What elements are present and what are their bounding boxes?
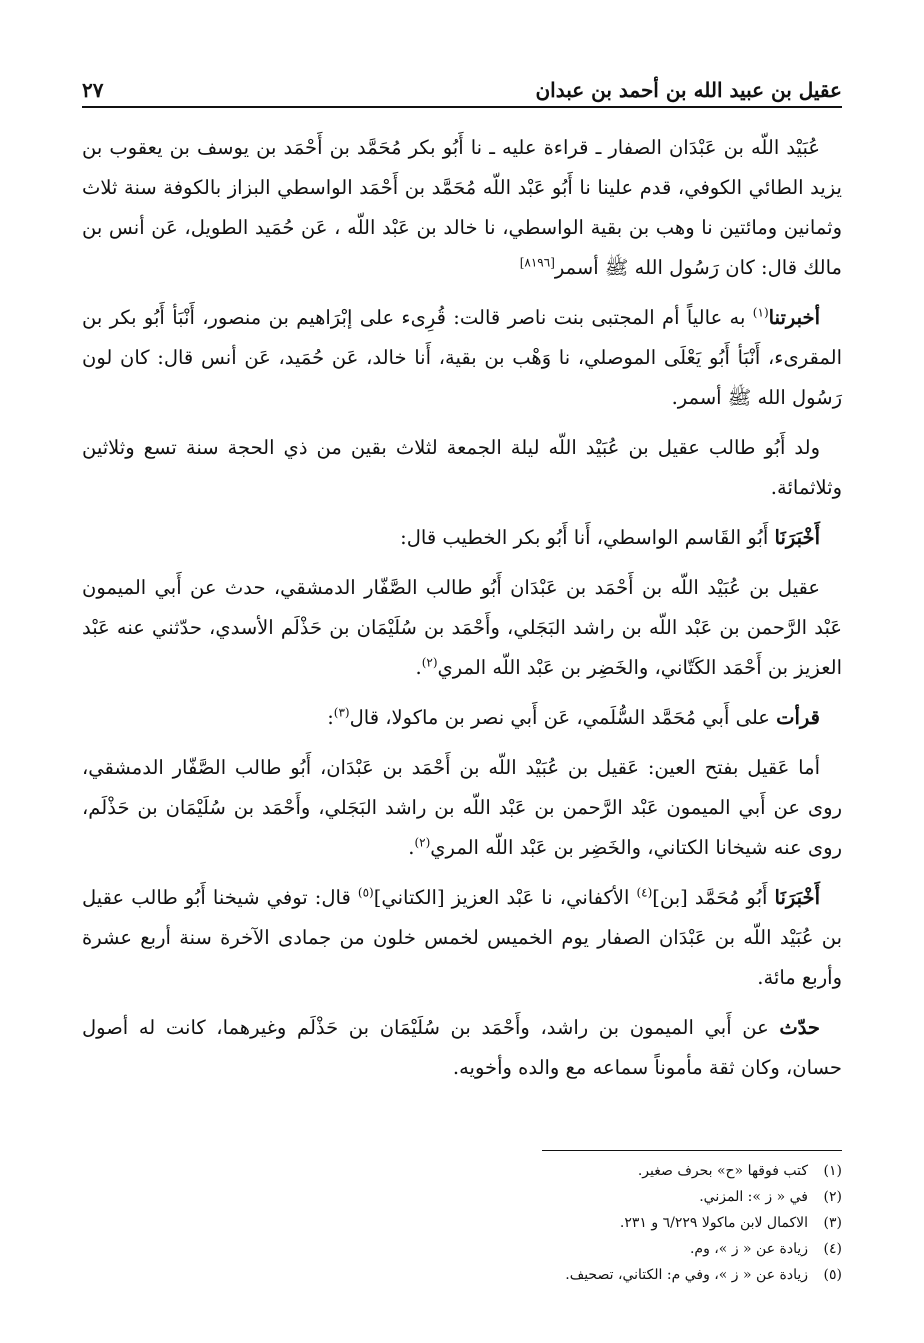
paragraph-lead: قرأت (776, 706, 820, 729)
footnote-mark: (٤) (636, 885, 653, 900)
footnote-text: كتب فوقها «ح» بحرف صغير. (637, 1163, 808, 1179)
page-number: ٢٧ (82, 78, 104, 102)
footnote-mark: (١) (752, 305, 769, 320)
paragraph-6 (82, 698, 842, 738)
footnote-mark: (٥) (357, 885, 374, 900)
footnote-mark: (٣) (333, 705, 350, 720)
footnote-text: زيادة عن « ز »، وفي م: الكتاني، تصحيف. (565, 1267, 808, 1283)
paragraph-7 (82, 748, 842, 868)
paragraph-text: أَبُو القَاسم الواسطي، أَنا أَبُو بكر الخطيب قال: (400, 526, 775, 549)
paragraph-5 (82, 568, 842, 688)
paragraph-9 (82, 1008, 842, 1088)
paragraph-lead: أَخْبَرَنَا (774, 886, 821, 909)
paragraph-1 (82, 128, 842, 288)
paragraph-2 (82, 298, 842, 418)
page-header (82, 58, 842, 108)
footnote-text: زيادة عن « ز »، وم. (689, 1241, 808, 1257)
paragraph-text: عُبَيْد اللّه بن عَبْدَان الصفار ـ قراءة عليه ـ نا أَبُو بكر مُحَمَّد بن أَحْمَد بن يوسف بن يعقوب بن يزيد الطائي الكوفي، قدم علينا نا أَبُو عَبْد اللّه مُحَمَّد بن أَحْمَد الواسطي البزاز بالكوفة سنة ثلاث وثمانين ومائتين نا وهب بن بقية الواسطي، نا خالد بن عَبْد اللّه ، عَن حُمَيد الطويل، عَن أنس بن مالك قال: كان رَسُول الله ﷺ أسمر (82, 136, 842, 279)
footnote-number: (٥) (823, 1267, 842, 1283)
paragraph-tail: : (327, 706, 334, 729)
footnotes (82, 1150, 842, 1289)
footnote-item (82, 1263, 842, 1287)
footnote-item (82, 1185, 842, 1209)
footnote-number: (٢) (823, 1189, 842, 1205)
paragraph-8 (82, 878, 842, 998)
paragraph-tail: . (415, 656, 422, 679)
paragraph-lead: حدّث (779, 1016, 820, 1039)
main-text (82, 128, 842, 1098)
footnote-mark: (٢) (414, 835, 431, 850)
paragraph-3 (82, 428, 842, 508)
paragraph-tail: قال: توفي شيخنا أَبُو طالب عقيل بن عُبَيْد اللّه بن عَبْدَان الصفار يوم الخميس لخمس خلون من جمادى الآخرة سنة أربع عشرة وأربع مائة. (82, 886, 842, 989)
footnote-text: في « ز »: المزني. (699, 1189, 808, 1205)
paragraph-text: أَبُو مُحَمَّد [بن] (652, 886, 775, 909)
paragraph-text: عن أَبي الميمون بن راشد، وأَحْمَد بن سُلَيْمَان بن حَذْلَم وغيرهما، كانت له أصول حسان، وكان ثقة مأموناً سماعه مع والده وأخويه. (82, 1016, 842, 1079)
footnote-number: (٣) (823, 1215, 842, 1231)
paragraph-text: به عالياً أم المجتبى بنت ناصر قالت: قُرِىء على إبْرَاهيم بن منصور، أَنْبَأ أَبُو بكر بن المقرىء، أَنْبَأ أَبُو يَعْلَى الموصلي، نا وَهْب بن بقية، أَنا خالد، عَن حُمَيد، عَن أنس قال: كان لون رَسُول الله ﷺ أسمر. (82, 306, 842, 409)
footnote-item (82, 1159, 842, 1183)
paragraph-4 (82, 518, 842, 558)
footnote-text: الاكمال لابن ماكولا ٦/٢٢٩ و ٢٣١. (619, 1215, 808, 1231)
paragraph-text: عقيل بن عُبَيْد اللّه بن أَحْمَد بن عَبْدَان أَبُو طالب الصَّفّار الدمشقي، حدث عن أَبي الميمون عَبْد الرَّحمن بن عَبْد اللّه بن راشد البَجَلي، وأَحْمَد بن سُلَيْمَان بن حَذْلَم الأسدي، حدّثني عنه عَبْد العزيز بن أَحْمَد الكَتّاني، والخَضِر بن عَبْد اللّه المري (82, 576, 842, 679)
paragraph-tail: الأكفاني، نا عَبْد العزيز [الكتاني] (373, 886, 637, 909)
paragraph-lead: أَخْبَرَنَا (774, 526, 820, 549)
paragraph-lead: أخبرتنا (768, 306, 820, 329)
paragraph-text: أما عَقيل بفتح العين: عَقيل بن عُبَيْد اللّه بن أَحْمَد بن عَبْدَان، أَبُو طالب الصَّفّار الدمشقي، روى عن أَبي الميمون عَبْد الرَّحمن بن عَبْد اللّه بن راشد البَجَلي، وأَحْمَد بن سُلَيْمَان بن حَذْلَم، روى عنه شيخانا الكتاني، والخَضِر بن عَبْد اللّه المري (82, 756, 842, 859)
footnote-number: (١) (823, 1163, 842, 1179)
paragraph-text: على أَبي مُحَمَّد السُّلَمي، عَن أَبي نصر بن ماكولا، قال (349, 706, 777, 729)
footnote-item (82, 1237, 842, 1261)
footnote-item (82, 1211, 842, 1235)
reference-mark: [٨١٩٦] (519, 255, 555, 270)
footnote-number: (٤) (823, 1241, 842, 1257)
footnote-divider (542, 1150, 842, 1151)
running-title: عقيل بن عبيد الله بن أحمد بن عبدان (535, 78, 842, 102)
paragraph-tail: . (408, 836, 415, 859)
paragraph-text: ولد أَبُو طالب عقيل بن عُبَيْد اللّه ليلة الجمعة لثلاث بقين من ذي الحجة سنة تسع وثلاثين وثلاثمائة. (82, 436, 842, 499)
footnote-mark: (٢) (421, 655, 438, 670)
